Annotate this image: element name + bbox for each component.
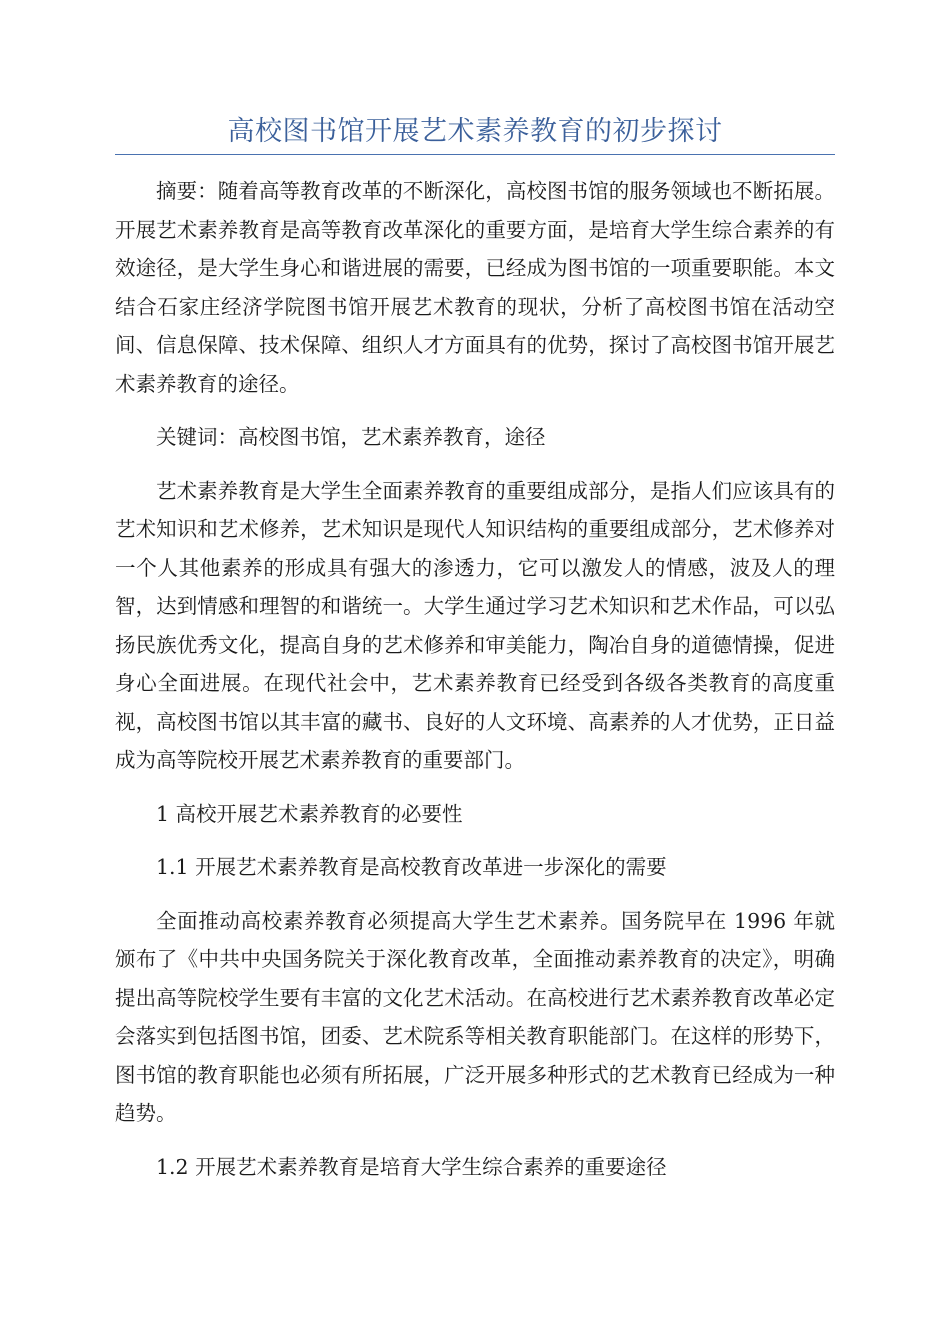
abstract-paragraph: 摘要：随着高等教育改革的不断深化，高校图书馆的服务领域也不断拓展。开展艺术素养教育是高等教育改革深化的重要方面，是培育大学生综合素养的有效途径，是大学生身心和谐进展的需要，已经成为图书馆的一项重要职能。本文结合石家庄经济学院图书馆开展艺术教育的现状，分析了高校图书馆在活动空间、信息保障、技术保障、组织人才方面具有的优势，探讨了高校图书馆开展艺术素养教育的途径。 (115, 179, 835, 396)
section-heading-1: 1 高校开展艺术素养教育的必要性 (156, 801, 463, 826)
title-underline (115, 154, 835, 155)
document-body (115, 172, 835, 1201)
section-heading-1-2: 1.2 开展艺术素养教育是培育大学生综合素养的重要途径 (156, 1154, 667, 1179)
intro-paragraph: 艺术素养教育是大学生全面素养教育的重要组成部分，是指人们应该具有的艺术知识和艺术修养，艺术知识是现代人知识结构的重要组成部分，艺术修养对一个人其他素养的形成具有强大的渗透力，它可以激发人的情感，波及人的理智，达到情感和理智的和谐统一。大学生通过学习艺术知识和艺术作品，可以弘扬民族优秀文化，提高自身的艺术修养和审美能力，陶冶自身的道德情操，促进身心全面进展。在现代社会中，艺术素养教育已经受到各级各类教育的高度重视，高校图书馆以其丰富的藏书、良好的人文环境、高素养的人才优势，正日益成为高等院校开展艺术素养教育的重要部门。 (115, 478, 835, 772)
section-1-1-paragraph: 全面推动高校素养教育必须提高大学生艺术素养。国务院早在 1996 年就颁布了《中共中央国务院关于深化教育改革，全面推动素养教育的决定》，明确提出高等院校学生要有丰富的文化艺术活动。在高校进行艺术素养教育改革必定会落实到包括图书馆，团委、艺术院系等相关教育职能部门。在这样的形势下，图书馆的教育职能也必须有所拓展，广泛开展多种形式的艺术教育已经成为一种趋势。 (115, 908, 835, 1125)
keywords-paragraph: 关键词：高校图书馆，艺术素养教育，途径 (156, 425, 546, 449)
section-heading-1-1: 1.1 开展艺术素养教育是高校教育改革进一步深化的需要 (156, 855, 667, 879)
document-title: 高校图书馆开展艺术素养教育的初步探讨 (227, 116, 723, 147)
